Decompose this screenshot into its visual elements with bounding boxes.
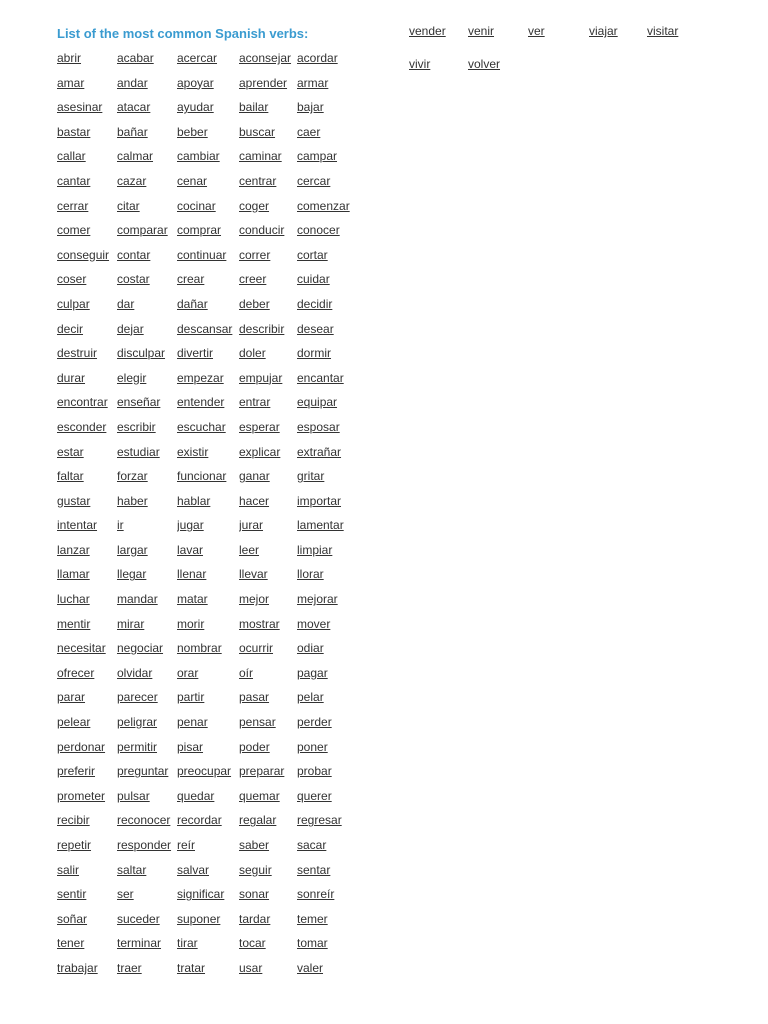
verb-link[interactable]: cuidar — [297, 272, 330, 287]
verb-link[interactable]: faltar — [57, 469, 84, 484]
verb-link[interactable]: haber — [117, 493, 148, 508]
verb-link[interactable]: beber — [177, 124, 208, 139]
verb-link[interactable]: entender — [177, 395, 225, 410]
verb-link[interactable]: empezar — [177, 370, 224, 385]
verb-link[interactable]: significar — [177, 887, 225, 902]
verb-link[interactable]: deber — [239, 296, 270, 311]
verb-link[interactable]: tirar — [177, 936, 198, 951]
verb-link[interactable]: preferir — [57, 764, 96, 779]
verb-link[interactable]: lamentar — [297, 518, 344, 533]
verb-link[interactable]: ofrecer — [57, 665, 95, 680]
verb-link[interactable]: sentar — [297, 862, 331, 877]
verb-link[interactable]: correr — [239, 247, 271, 262]
verb-link[interactable]: decidir — [297, 296, 333, 311]
verb-link[interactable]: ocurrir — [239, 641, 274, 656]
verb-link[interactable]: perdonar — [57, 739, 106, 754]
verb-link[interactable]: estar — [57, 444, 84, 459]
verb-link[interactable]: esconder — [57, 419, 107, 434]
verb-link[interactable]: culpar — [57, 296, 90, 311]
verb-link[interactable]: hacer — [239, 493, 270, 508]
verb-link[interactable]: repetir — [57, 838, 92, 852]
verb-link[interactable]: escribir — [117, 419, 156, 434]
verb-link[interactable]: comer — [57, 223, 91, 238]
verb-link[interactable]: perder — [297, 715, 332, 730]
verb-link[interactable]: largar — [117, 542, 148, 557]
verb-link[interactable]: dormir — [297, 346, 332, 361]
verb-link[interactable]: poder — [239, 739, 270, 754]
verb-link[interactable]: pulsar — [117, 788, 150, 803]
verb-link[interactable]: crear — [177, 272, 205, 287]
verb-link[interactable]: usar — [239, 960, 263, 975]
verb-link[interactable]: partir — [177, 690, 205, 705]
verb-link[interactable]: cercar — [297, 173, 331, 188]
verb-link[interactable]: acercar — [177, 51, 218, 65]
verb-link[interactable]: peligrar — [117, 715, 158, 730]
verb-link[interactable]: centrar — [239, 173, 277, 188]
verb-link[interactable]: terminar — [117, 936, 162, 951]
verb-link[interactable]: valer — [297, 960, 324, 975]
verb-link[interactable]: quemar — [239, 788, 280, 803]
verb-link[interactable]: pasar — [239, 690, 270, 705]
verb-link[interactable]: acordar — [297, 51, 338, 65]
verb-link[interactable]: importar — [297, 493, 342, 508]
verb-link[interactable]: luchar — [57, 592, 90, 607]
verb-link[interactable]: viajar — [589, 24, 618, 38]
verb-link[interactable]: cerrar — [57, 198, 89, 213]
verb-link[interactable]: dañar — [177, 296, 208, 311]
verb-link[interactable]: coger — [239, 198, 270, 213]
verb-link[interactable]: preocupar — [177, 764, 232, 779]
verb-link[interactable]: aprender — [239, 75, 288, 90]
verb-link[interactable]: esperar — [239, 419, 280, 434]
verb-link[interactable]: callar — [57, 149, 86, 164]
verb-link-grid — [57, 49, 357, 984]
verb-link[interactable]: encantar — [297, 370, 344, 385]
verb-link[interactable]: llamar — [57, 567, 90, 582]
verb-link[interactable]: conducir — [239, 223, 285, 238]
verb-link[interactable]: poner — [297, 739, 328, 754]
verb-link[interactable]: prometer — [57, 788, 106, 803]
verb-link[interactable]: probar — [297, 764, 332, 779]
verb-link[interactable]: nombrar — [177, 641, 222, 656]
verb-link[interactable]: bastar — [57, 124, 91, 139]
verb-link[interactable]: morir — [177, 616, 205, 631]
verb-link[interactable]: divertir — [177, 346, 214, 361]
verb-link[interactable]: tardar — [239, 911, 271, 926]
verb-link[interactable]: vivir — [409, 57, 431, 71]
verb-link[interactable]: citar — [117, 198, 140, 213]
verb-link[interactable]: tener — [57, 936, 85, 951]
verb-link[interactable]: suponer — [177, 911, 221, 926]
verb-link[interactable]: ayudar — [177, 100, 214, 115]
verb-link[interactable]: trabajar — [57, 960, 98, 975]
verb-link[interactable]: explicar — [239, 444, 281, 459]
verb-link[interactable]: caer — [297, 124, 321, 139]
verb-link[interactable]: jurar — [239, 518, 264, 533]
verb-link[interactable]: caminar — [239, 149, 282, 164]
verb-link[interactable]: encontrar — [57, 395, 108, 410]
verb-link[interactable]: andar — [117, 75, 148, 90]
verb-link[interactable]: describir — [239, 321, 285, 336]
verb-link[interactable]: cortar — [297, 247, 328, 262]
verb-link[interactable]: salir — [57, 862, 80, 877]
verb-link[interactable]: asesinar — [57, 100, 103, 115]
verb-link[interactable]: orar — [177, 665, 199, 680]
verb-link[interactable]: pelar — [297, 690, 324, 705]
verb-link[interactable]: pelear — [57, 715, 91, 730]
verb-link[interactable]: tratar — [177, 960, 206, 975]
verb-link[interactable]: saber — [239, 838, 270, 852]
verb-link[interactable]: sentir — [57, 887, 87, 902]
verb-link[interactable]: equipar — [297, 395, 338, 410]
verb-link[interactable]: gustar — [57, 493, 91, 508]
verb-link[interactable]: cocinar — [177, 198, 216, 213]
verb-link[interactable]: lanzar — [57, 542, 90, 557]
verb-link[interactable]: mover — [297, 616, 331, 631]
verb-link[interactable]: abrir — [57, 51, 82, 65]
verb-link[interactable]: descansar — [177, 321, 233, 336]
verb-link[interactable]: ver — [528, 24, 545, 38]
verb-link[interactable]: jugar — [177, 518, 204, 533]
verb-link[interactable]: comenzar — [297, 198, 350, 213]
verb-link[interactable]: lavar — [177, 542, 204, 557]
verb-link[interactable]: elegir — [117, 370, 147, 385]
verb-link[interactable]: regresar — [297, 813, 342, 828]
verb-link[interactable]: comprar — [177, 223, 222, 238]
verb-link[interactable]: enseñar — [117, 395, 161, 410]
verb-link[interactable]: esposar — [297, 419, 340, 434]
verb-link[interactable]: llenar — [177, 567, 207, 582]
verb-link[interactable]: costar — [117, 272, 150, 287]
verb-link[interactable]: negociar — [117, 641, 164, 656]
verb-link[interactable]: volver — [468, 57, 501, 71]
verb-link[interactable]: campar — [297, 149, 338, 164]
verb-link[interactable]: bañar — [117, 124, 148, 139]
verb-link[interactable]: venir — [468, 24, 495, 38]
verb-link[interactable]: ser — [117, 887, 134, 902]
verb-link[interactable]: llorar — [297, 567, 324, 582]
verb-link[interactable]: tocar — [239, 936, 266, 951]
verb-link[interactable]: buscar — [239, 124, 276, 139]
verb-link[interactable]: preguntar — [117, 764, 169, 779]
verb-link[interactable]: leer — [239, 542, 260, 557]
verb-link[interactable]: llevar — [239, 567, 268, 582]
verb-link[interactable]: reconocer — [117, 813, 171, 828]
verb-link[interactable]: querer — [297, 788, 332, 803]
verb-link[interactable]: sonreír — [297, 887, 335, 902]
verb-link[interactable]: mentir — [57, 616, 91, 631]
verb-link[interactable]: bailar — [239, 100, 269, 115]
verb-link[interactable]: forzar — [117, 469, 148, 484]
verb-link[interactable]: ir — [117, 518, 124, 533]
verb-link[interactable]: entrar — [239, 395, 271, 410]
page-title: List of the most common Spanish verbs: — [57, 26, 309, 41]
verb-link[interactable]: desear — [297, 321, 334, 336]
verb-link[interactable]: limpiar — [297, 542, 333, 557]
verb-link[interactable]: existir — [177, 444, 209, 459]
verb-link[interactable]: permitir — [117, 739, 158, 754]
verb-link[interactable]: cenar — [177, 173, 208, 188]
verb-link[interactable]: mejorar — [297, 592, 338, 607]
verb-link[interactable]: destruir — [57, 346, 98, 361]
verb-link[interactable]: regalar — [239, 813, 277, 828]
verb-link[interactable]: saltar — [117, 862, 147, 877]
verb-link[interactable]: hablar — [177, 493, 211, 508]
verb-link[interactable]: acabar — [117, 51, 154, 65]
verb-link[interactable]: gritar — [297, 469, 325, 484]
verb-link[interactable]: suceder — [117, 911, 160, 926]
verb-link[interactable]: penar — [177, 715, 208, 730]
verb-link[interactable]: matar — [177, 592, 208, 607]
verb-link[interactable]: seguir — [239, 862, 272, 877]
verb-link[interactable]: salvar — [177, 862, 210, 877]
verb-link[interactable]: pensar — [239, 715, 276, 730]
verb-link[interactable]: dar — [117, 296, 135, 311]
verb-link[interactable]: armar — [297, 75, 329, 90]
verb-link[interactable]: mirar — [117, 616, 145, 631]
verb-link[interactable]: bajar — [297, 100, 324, 115]
verb-link[interactable]: empujar — [239, 370, 283, 385]
verb-link[interactable]: parar — [57, 690, 86, 705]
verb-link[interactable]: dejar — [117, 321, 144, 336]
verb-link[interactable]: visitar — [647, 24, 679, 38]
verb-link[interactable]: llegar — [117, 567, 147, 582]
verb-link[interactable]: recibir — [57, 813, 90, 828]
verb-link[interactable]: durar — [57, 370, 86, 385]
verb-link[interactable]: calmar — [117, 149, 154, 164]
verb-link[interactable]: apoyar — [177, 75, 214, 90]
verb-link[interactable]: contar — [117, 247, 151, 262]
verb-link[interactable]: sacar — [297, 838, 327, 852]
verb-link[interactable]: pagar — [297, 665, 328, 680]
verb-link[interactable]: mejor — [239, 592, 270, 607]
verb-link[interactable]: recordar — [177, 813, 222, 828]
verb-link[interactable]: reír — [177, 838, 195, 852]
verb-link[interactable]: cantar — [57, 173, 91, 188]
verb-link[interactable]: mandar — [117, 592, 158, 607]
verb-link[interactable]: quedar — [177, 788, 215, 803]
verb-link[interactable]: vender — [409, 24, 446, 38]
verb-link[interactable]: cazar — [117, 173, 147, 188]
verb-link[interactable]: aconsejar — [239, 51, 292, 65]
verb-link[interactable]: preparar — [239, 764, 285, 779]
verb-link[interactable]: parecer — [117, 690, 158, 705]
verb-link[interactable]: mostrar — [239, 616, 280, 631]
verb-link[interactable]: extrañar — [297, 444, 342, 459]
verb-link[interactable]: intentar — [57, 518, 98, 533]
verb-link[interactable]: conocer — [297, 223, 340, 238]
verb-link[interactable]: estudiar — [117, 444, 160, 459]
verb-link[interactable]: traer — [117, 960, 142, 975]
verb-link[interactable]: odiar — [297, 641, 324, 656]
verb-link[interactable]: escuchar — [177, 419, 226, 434]
verb-link[interactable]: creer — [239, 272, 267, 287]
verb-link[interactable]: doler — [239, 346, 266, 361]
verb-link[interactable]: pisar — [177, 739, 204, 754]
verb-link[interactable]: temer — [297, 911, 328, 926]
verb-link[interactable]: oír — [239, 665, 254, 680]
verb-link[interactable]: funcionar — [177, 469, 227, 484]
verb-link[interactable]: sonar — [239, 887, 270, 902]
verb-link[interactable]: conseguir — [57, 247, 110, 262]
verb-link[interactable]: tomar — [297, 936, 328, 951]
verb-link[interactable]: responder — [117, 838, 172, 852]
verb-link[interactable]: atacar — [117, 100, 151, 115]
verb-link-grid-continued — [409, 22, 707, 88]
verb-link[interactable]: decir — [57, 321, 84, 336]
verb-link[interactable]: necesitar — [57, 641, 106, 656]
verb-link[interactable]: ganar — [239, 469, 270, 484]
verb-link[interactable]: comparar — [117, 223, 168, 238]
verb-link[interactable]: amar — [57, 75, 85, 90]
verb-link[interactable]: continuar — [177, 247, 227, 262]
verb-link[interactable]: olvidar — [117, 665, 153, 680]
verb-link[interactable]: cambiar — [177, 149, 220, 164]
verb-link[interactable]: disculpar — [117, 346, 166, 361]
verb-link[interactable]: soñar — [57, 911, 88, 926]
verb-link[interactable]: coser — [57, 272, 87, 287]
